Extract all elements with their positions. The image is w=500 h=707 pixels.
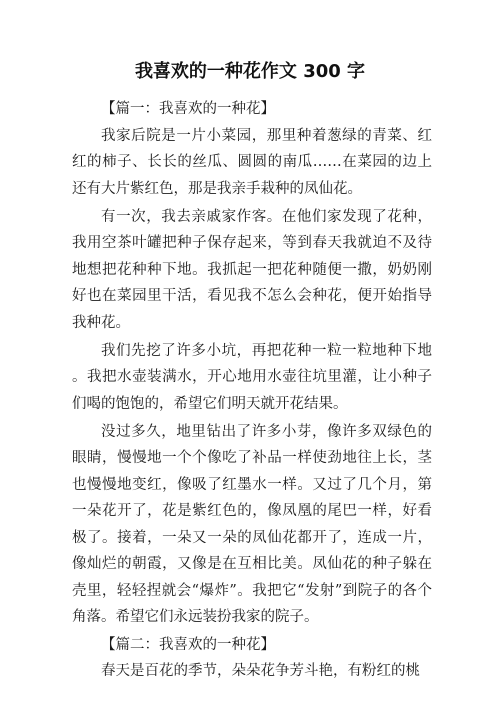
paragraph: 没过多久，地里钻出了许多小芽，像许多双绿色的眼睛，慢慢地一个个像吃了补品一样使劲地往上长，茎也慢慢地变红，像吸了红墨水一样。又过了几个月，第一朵花开了，花是紫红色的，像凤凰的尾巴一样，好看极了。接着，一朵又一朵的凤仙花都开了，连成一片，像灿烂的朝霞，又像是在互相比美。凤仙花的种子躲在壳里，轻轻捏就会“爆炸”。我把它“发射”到院子的各个角落。希望它们永远装扮我家的院子。 (72, 423, 432, 625)
document-title: 我喜欢的一种花作文 300 字 (134, 61, 366, 82)
paragraph: 有一次，我去亲戚家作客。在他们家发现了花种，我用空茶叶罐把种子保存起来，等到春天我就迫不及待地想把花种种下地。我抓起一把花种随便一撒，奶奶刚好也在菜园里干活，看见我不怎么会种花，便开始指导我种花。 (72, 208, 432, 331)
paragraph: 我家后院是一片小菜园，那里种着葱绿的青菜、红红的柿子、长长的丝瓜、圆圆的南瓜……在菜园的边上还有大片紫红色，那是我亲手栽种的凤仙花。 (72, 127, 432, 197)
section-heading-2: 【篇二：我喜欢的一种花】 (101, 636, 275, 653)
paragraph: 我们先挖了许多小坑，再把花种一粒一粒地种下地。我把水壶装满水，开心地用水壶往坑里灌，让小种子们喝的饱饱的，希望它们明天就开花结果。 (72, 342, 432, 412)
section-heading-1: 【篇一：我喜欢的一种花】 (101, 101, 275, 117)
document-body (72, 96, 432, 685)
paragraph: 春天是百花的季节，朵朵花争芳斗艳，有粉红的桃 (101, 663, 420, 679)
